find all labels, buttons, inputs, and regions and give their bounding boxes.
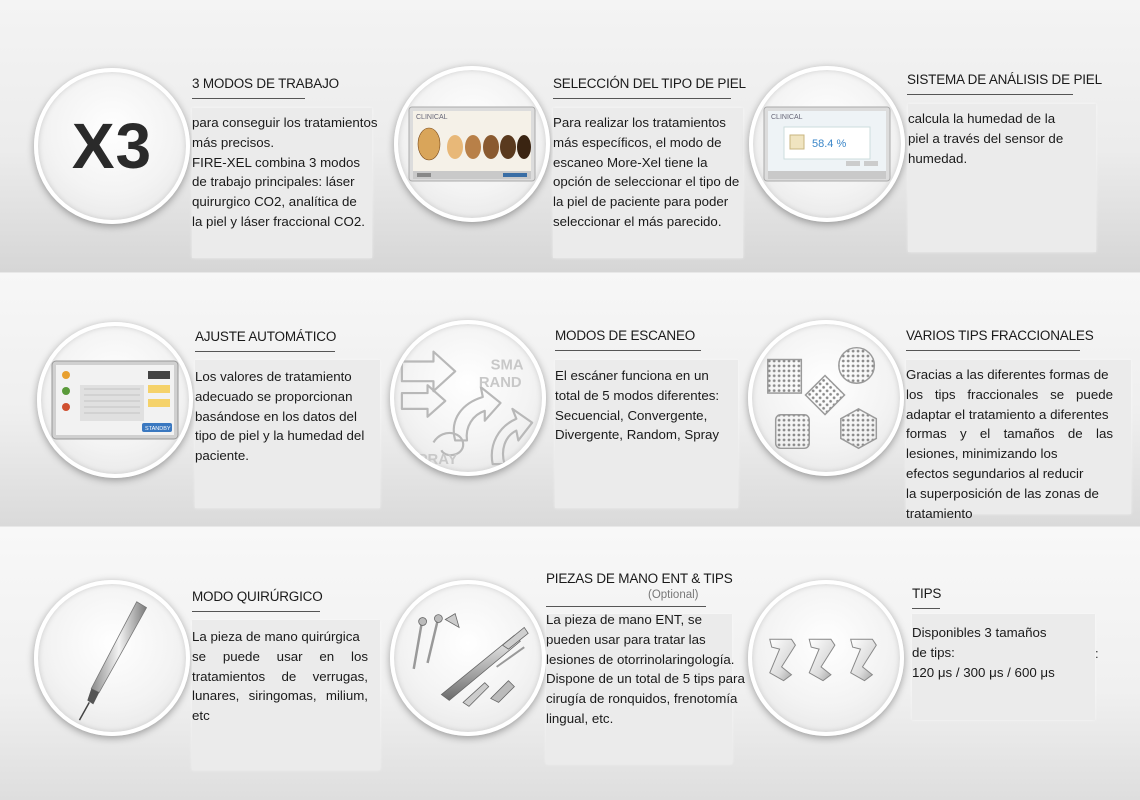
description-line: cirugía de ronquidos, frenotomía	[546, 691, 738, 707]
title-divider	[546, 606, 706, 607]
description-line: tratamientos de verrugas,	[192, 668, 368, 684]
feature-description	[555, 366, 745, 445]
optional-label: (Optional)	[648, 589, 699, 601]
description-line: Disponibles 3 tamaños	[912, 625, 1047, 640]
feature-description	[912, 623, 1082, 682]
description-line: pueden usar para tratar las	[546, 631, 706, 647]
round-tip-pattern	[839, 348, 875, 384]
feature-description	[195, 367, 385, 466]
feature-title: SELECCIÓN DEL TIPO DE PIEL	[553, 76, 731, 99]
feature-title: AJUSTE AUTOMÁTICO	[195, 329, 335, 352]
x3-label: X3	[71, 110, 153, 182]
description-line: la superposición de las zonas de	[906, 485, 1099, 501]
feature-description	[553, 113, 753, 232]
ent-handpiece-icon	[390, 580, 546, 736]
feature-description	[906, 365, 1113, 523]
feature-title: TIPS	[912, 586, 940, 609]
description-line: más específicos, el modo de	[553, 134, 722, 150]
auto-adjust-screen	[50, 355, 180, 445]
description-line: calcula la humedad de la	[908, 111, 1056, 126]
description-line: Los valores de tratamiento	[195, 369, 352, 384]
tips-icon	[748, 580, 904, 736]
feature-description	[908, 109, 1088, 168]
feature-title: SISTEMA DE ANÁLISIS DE PIEL	[907, 72, 1073, 95]
description-line: basándose en los datos del	[195, 408, 357, 424]
description-line: de tips:	[912, 644, 955, 660]
scan-modes-icon	[390, 320, 546, 476]
description-line: los tips fraccionales se puede	[906, 386, 1113, 402]
description-line: lunares, siringomas, milium,	[192, 688, 368, 704]
description-line: quirurgico CO2, analítica de	[192, 194, 357, 210]
description-line: lingual, etc.	[546, 710, 614, 726]
description-line: la piel y láser fraccional CO2.	[192, 213, 365, 229]
description-line: 120 μs / 300 μs / 600 μs	[912, 664, 1055, 680]
surgical-handpiece-icon	[34, 580, 190, 736]
description-line: FIRE-XEL combina 3 modos	[192, 154, 361, 170]
description-line: La pieza de mano ENT, se	[546, 612, 702, 627]
description-line: Para realizar los tratamientos	[553, 115, 726, 130]
description-line: formas y el tamaños de las	[906, 426, 1113, 442]
diamond-tip-pattern	[805, 376, 844, 415]
description-line: lesiones, minimizando los	[906, 446, 1058, 462]
description-line: tratamiento	[906, 505, 973, 521]
description-line: opción de seleccionar el tipo de	[553, 174, 740, 190]
square-tip-pattern	[768, 360, 802, 394]
skin-type-screen-icon	[394, 66, 550, 222]
skin-analysis-screen-icon	[749, 66, 905, 222]
rounded-square-tip-pattern	[776, 415, 810, 449]
description-line: más precisos.	[192, 134, 275, 150]
description-line: La pieza de mano quirúrgica	[192, 629, 360, 644]
description-line: total de 5 modos diferentes:	[555, 387, 720, 403]
description-line: Divergente, Random, Spray	[555, 427, 720, 443]
description-line: adecuado se proporcionan	[195, 388, 353, 404]
scan-word: SMA	[490, 357, 524, 374]
description-line: la piel de paciente para poder	[553, 194, 729, 210]
description-line: seleccionar el más parecido.	[553, 213, 722, 229]
feature-title: MODO QUIRÚRGICO	[192, 589, 320, 612]
skin-type-screen	[407, 99, 537, 189]
feature-title: PIEZAS DE MANO ENT & TIPS	[546, 571, 733, 586]
hexagon-tip-pattern	[841, 409, 877, 448]
skin-analysis-screen	[762, 99, 892, 189]
ent-tips-graphic	[394, 583, 542, 733]
description-line: lesiones de otorrinolaringología.	[546, 651, 735, 667]
feature-title: MODOS DE ESCANEO	[555, 328, 701, 351]
auto-adjust-screen-icon	[37, 322, 193, 478]
description-line: Secuencial, Convergente,	[555, 407, 708, 423]
description-line: de trabajo principales: láser	[192, 174, 355, 190]
feature-description	[192, 627, 368, 726]
screen-label: CLINICAL	[416, 114, 448, 121]
moisture-readout: 58.4 %	[812, 138, 847, 150]
description-line: efectos segundarios al reducir	[906, 465, 1084, 481]
feature-title: VARIOS TIPS FRACCIONALES	[906, 328, 1080, 351]
scan-word: SPRAY	[407, 452, 458, 469]
scan-word: RAND	[478, 375, 522, 392]
description-line: se puede usar en los	[192, 648, 368, 664]
feature-title: 3 MODOS DE TRABAJO	[192, 76, 305, 99]
description-line: para conseguir los tratamientos	[192, 115, 378, 130]
description-line: tipo de piel y la humedad del	[195, 428, 365, 444]
description-line: escaneo More-Xel tiene la	[553, 154, 708, 170]
tip-patterns-graphic	[752, 323, 900, 473]
description-line: paciente.	[195, 448, 249, 464]
description-line: etc	[192, 708, 210, 724]
feature-description	[192, 113, 392, 232]
x3-icon	[34, 68, 190, 224]
surgical-pen-graphic	[38, 583, 186, 733]
feature-description	[546, 610, 756, 729]
description-line: adaptar el tratamiento a diferentes	[906, 406, 1109, 422]
description-line: piel a través del sensor de	[908, 130, 1064, 146]
standby-button: STANDBY	[145, 426, 171, 432]
description-line: humedad.	[908, 150, 968, 166]
fractional-tips-icon	[748, 320, 904, 476]
description-line: Dispone de un total de 5 tips para	[546, 671, 745, 687]
tips-graphic	[752, 583, 900, 733]
description-line: Gracias a las diferentes formas de	[906, 367, 1109, 382]
scan-arrows-graphic	[394, 323, 542, 473]
stray-mark: :	[1095, 646, 1099, 661]
description-line: El escáner funciona en un	[555, 368, 709, 383]
screen-label: CLINICAL	[771, 114, 803, 121]
